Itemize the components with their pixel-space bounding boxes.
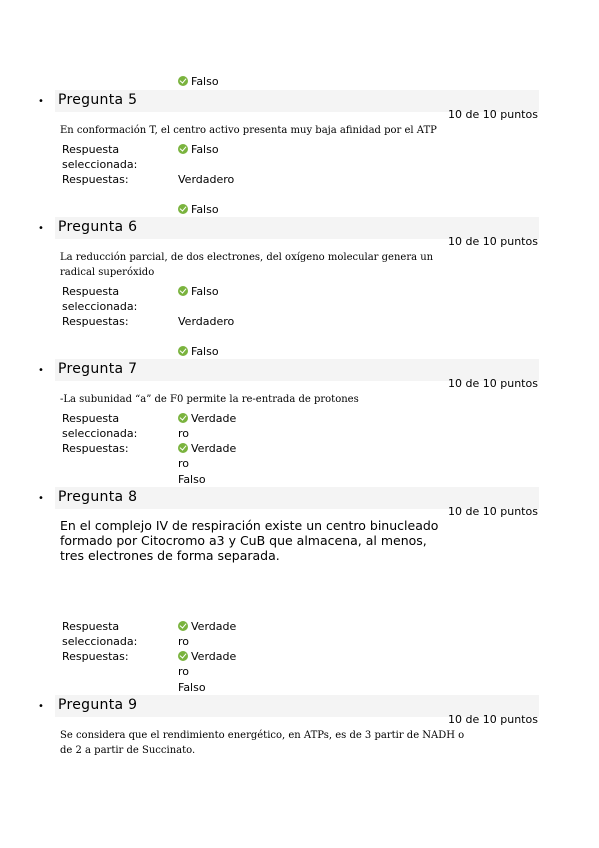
selected-answer: Falso [178, 284, 240, 299]
selected-answer: Verdadero [178, 620, 237, 648]
answer-option: Falso [178, 681, 206, 694]
answers-label: Respuestas: [62, 173, 129, 186]
selected-label: Respuesta seleccionada: [62, 285, 138, 313]
question-points: 10 de 10 puntos [448, 713, 538, 726]
bullet: • [38, 493, 44, 504]
answers-label: Respuestas: [62, 650, 129, 663]
selected-label: Respuesta seleccionada: [62, 620, 138, 648]
answer-option-correct: Verdadero [178, 650, 237, 678]
check-icon [178, 204, 188, 214]
question-title: Pregunta 9 [58, 697, 138, 713]
check-icon [178, 651, 188, 661]
question-title: Pregunta 5 [58, 92, 138, 108]
bullet: • [38, 365, 44, 376]
question-points: 10 de 10 puntos [448, 235, 538, 248]
check-icon [178, 413, 188, 423]
question-text: La reducción parcial, de dos electrones, del oxígeno molecular genera un radical superóxido [60, 252, 434, 278]
answer-option: Falso [178, 473, 206, 486]
question-points: 10 de 10 puntos [448, 377, 538, 390]
check-icon [178, 144, 188, 154]
question-text: En conformación T, el centro activo presenta muy baja afinidad por el ATP [60, 125, 437, 136]
check-icon [178, 621, 188, 631]
answers-label: Respuestas: [62, 315, 129, 328]
check-icon [178, 443, 188, 453]
check-icon [178, 346, 188, 356]
previous-answer: Falso [178, 74, 219, 89]
selected-label: Respuesta seleccionada: [62, 412, 138, 440]
bullet: • [38, 96, 44, 107]
answer-option: Verdadero [178, 173, 235, 186]
check-icon [178, 286, 188, 296]
answer-option-correct: Verdadero [178, 442, 237, 470]
question-text: Se considera que el rendimiento energético, en ATPs, es de 3 partir de NADH o de 2 a partir de Succinato. [60, 730, 465, 756]
answers-label: Respuestas: [62, 442, 129, 455]
question-points: 10 de 10 puntos [448, 505, 538, 518]
question-title: Pregunta 7 [58, 361, 138, 377]
question-title: Pregunta 6 [58, 219, 138, 235]
answer-option-correct: Falso [178, 344, 240, 359]
question-title: Pregunta 8 [58, 489, 138, 505]
question-text: En el complejo IV de respiración existe un centro binucleado formado por Citocromo a3 y CuB que almacena, al menos, tres electrones de forma separada. [60, 518, 439, 563]
bullet: • [38, 223, 44, 234]
selected-label: Respuesta seleccionada: [62, 143, 138, 171]
answer-option-correct: Falso [178, 202, 240, 217]
selected-answer: Verdadero [178, 412, 237, 440]
bullet: • [38, 701, 44, 712]
selected-answer: Falso [178, 142, 240, 157]
question-points: 10 de 10 puntos [448, 108, 538, 121]
answer-option: Verdadero [178, 315, 235, 328]
check-icon [178, 76, 188, 86]
question-text: -La subunidad “a” de F0 permite la re-entrada de protones [60, 394, 359, 405]
